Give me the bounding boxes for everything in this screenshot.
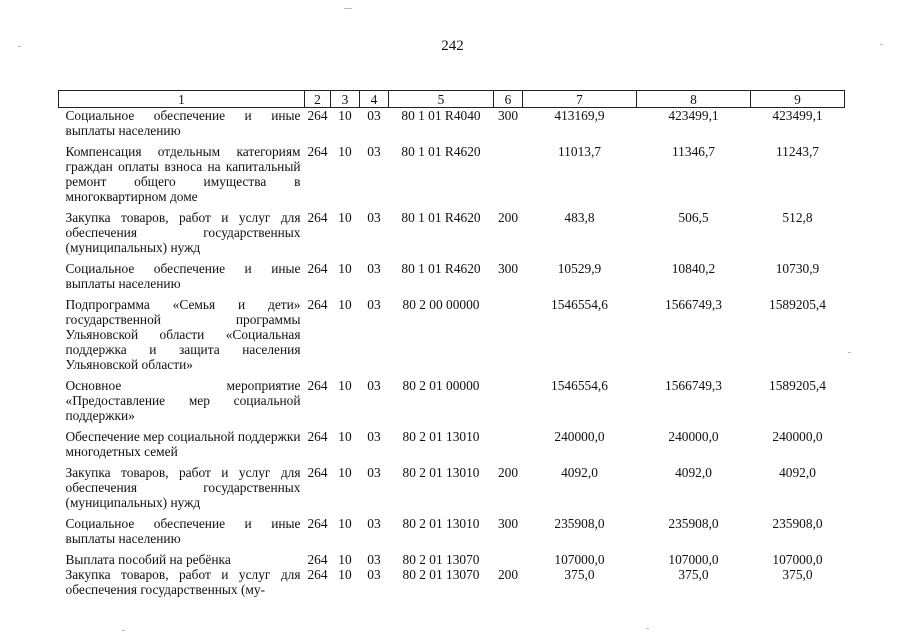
expense-type-code [494, 138, 523, 204]
subsection-code: 03 [367, 552, 381, 567]
subsection-code: 03 [367, 210, 381, 225]
target-article-code: 80 2 01 13070 [402, 567, 480, 582]
column-header: 2 [305, 91, 331, 108]
item-name: Социальное обеспечение и иные выплаты населению [65, 108, 301, 138]
table-row [59, 423, 845, 459]
ministry-code: 264 [307, 261, 328, 276]
scan-speck [880, 44, 883, 45]
column-header: 3 [331, 91, 360, 108]
table-row [59, 459, 845, 510]
subsection-code: 03 [367, 261, 381, 276]
expense-type-code [494, 546, 523, 567]
amount-col-9: 375,0 [782, 567, 813, 582]
amount-col-8: 11346,7 [671, 144, 716, 159]
amount-col-7: 1546554,6 [551, 378, 608, 393]
expense-type-code: 300 [497, 516, 519, 531]
table-row [59, 108, 845, 139]
item-name: Социальное обеспечение и иные выплаты населению [65, 516, 301, 546]
table-row [59, 546, 845, 567]
subsection-code: 03 [367, 144, 381, 159]
target-article-code: 80 1 01 R4040 [401, 108, 481, 123]
amount-col-7: 107000,0 [554, 552, 605, 567]
ministry-code: 264 [307, 144, 328, 159]
amount-col-8: 423499,1 [668, 108, 719, 123]
expense-type-code [494, 423, 523, 459]
scan-speck [18, 46, 21, 47]
item-name: Закупка товаров, работ и услуг для обеспечения государственных (муниципальных) нужд [65, 210, 301, 255]
subsection-code: 03 [367, 516, 381, 531]
amount-col-9: 423499,1 [772, 108, 823, 123]
scan-speck [646, 628, 649, 629]
amount-col-9: 1589205,4 [769, 297, 826, 312]
expense-type-code: 300 [497, 261, 519, 276]
column-header: 1 [59, 91, 305, 108]
amount-col-8: 506,5 [678, 210, 709, 225]
amount-col-9: 240000,0 [772, 429, 823, 444]
scan-speck [344, 8, 352, 9]
section-code: 10 [338, 108, 352, 123]
item-name: Основное мероприятие «Предоставление мер социальной поддержки» [65, 378, 301, 423]
column-header: 4 [360, 91, 389, 108]
amount-col-9: 4092,0 [779, 465, 816, 480]
item-name: Закупка товаров, работ и услуг для обеспечения государственных (му- [65, 567, 301, 597]
ministry-code: 264 [307, 516, 328, 531]
amount-col-7: 10529,9 [557, 261, 602, 276]
amount-col-9: 11243,7 [775, 144, 820, 159]
item-name: Социальное обеспечение и иные выплаты населению [65, 261, 301, 291]
section-code: 10 [338, 567, 352, 582]
amount-col-8: 107000,0 [668, 552, 719, 567]
subsection-code: 03 [367, 429, 381, 444]
item-name: Обеспечение мер социальной поддержки многодетных семей [65, 429, 301, 459]
scan-speck [122, 630, 125, 631]
amount-col-8: 1566749,3 [665, 378, 722, 393]
amount-col-9: 107000,0 [772, 552, 823, 567]
amount-col-8: 1566749,3 [665, 297, 722, 312]
section-code: 10 [338, 465, 352, 480]
expense-type-code [494, 291, 523, 372]
target-article-code: 80 2 01 00000 [402, 378, 480, 393]
column-header: 8 [637, 91, 751, 108]
amount-col-7: 235908,0 [554, 516, 605, 531]
table-row [59, 138, 845, 204]
target-article-code: 80 1 01 R4620 [401, 261, 481, 276]
section-code: 10 [338, 429, 352, 444]
expense-type-code [494, 372, 523, 423]
expense-type-code: 200 [497, 210, 519, 225]
amount-col-8: 235908,0 [668, 516, 719, 531]
amount-col-7: 375,0 [564, 567, 595, 582]
table-row [59, 372, 845, 423]
target-article-code: 80 2 01 13010 [402, 516, 480, 531]
ministry-code: 264 [307, 210, 328, 225]
amount-col-9: 10730,9 [775, 261, 820, 276]
table-row [59, 204, 845, 255]
amount-col-9: 512,8 [782, 210, 813, 225]
budget-table [58, 90, 845, 597]
item-name: Компенсация отдельным категориям граждан оплаты взноса на капитальный ремонт общего имущества в многоквартирном доме [65, 144, 301, 204]
table-row [59, 567, 845, 597]
scan-speck [848, 352, 851, 353]
section-code: 10 [338, 144, 352, 159]
ministry-code: 264 [307, 429, 328, 444]
amount-col-7: 483,8 [564, 210, 595, 225]
subsection-code: 03 [367, 465, 381, 480]
target-article-code: 80 2 00 00000 [402, 297, 480, 312]
ministry-code: 264 [307, 378, 328, 393]
item-name: Выплата пособий на ребёнка [65, 552, 231, 567]
subsection-code: 03 [367, 108, 381, 123]
column-header: 6 [494, 91, 523, 108]
amount-col-7: 1546554,6 [551, 297, 608, 312]
expense-type-code: 200 [497, 465, 519, 480]
section-code: 10 [338, 552, 352, 567]
section-code: 10 [338, 378, 352, 393]
subsection-code: 03 [367, 567, 381, 582]
subsection-code: 03 [367, 378, 381, 393]
column-header: 9 [751, 91, 845, 108]
amount-col-7: 4092,0 [561, 465, 598, 480]
amount-col-7: 413169,9 [554, 108, 605, 123]
target-article-code: 80 1 01 R4620 [401, 144, 481, 159]
ministry-code: 264 [307, 465, 328, 480]
amount-col-8: 4092,0 [675, 465, 712, 480]
header-row [59, 91, 845, 108]
target-article-code: 80 2 01 13010 [402, 465, 480, 480]
column-header: 7 [523, 91, 637, 108]
item-name: Закупка товаров, работ и услуг для обеспечения государственных (муниципальных) нужд [65, 465, 301, 510]
target-article-code: 80 1 01 R4620 [401, 210, 481, 225]
table-row [59, 255, 845, 291]
section-code: 10 [338, 261, 352, 276]
column-header: 5 [389, 91, 494, 108]
amount-col-7: 240000,0 [554, 429, 605, 444]
expense-type-code: 300 [497, 108, 519, 123]
amount-col-7: 11013,7 [557, 144, 602, 159]
target-article-code: 80 2 01 13070 [402, 552, 480, 567]
expense-type-code: 200 [497, 567, 519, 582]
amount-col-9: 1589205,4 [769, 378, 826, 393]
ministry-code: 264 [307, 552, 328, 567]
amount-col-9: 235908,0 [772, 516, 823, 531]
table-row [59, 291, 845, 372]
ministry-code: 264 [307, 297, 328, 312]
ministry-code: 264 [307, 108, 328, 123]
table-row [59, 510, 845, 546]
amount-col-8: 240000,0 [668, 429, 719, 444]
amount-col-8: 10840,2 [671, 261, 716, 276]
item-name: Подпрограмма «Семья и дети» государственной программы Ульяновской области «Социальная поддержка и защита населения Ульяновской области» [65, 297, 301, 372]
ministry-code: 264 [307, 567, 328, 582]
subsection-code: 03 [367, 297, 381, 312]
section-code: 10 [338, 297, 352, 312]
target-article-code: 80 2 01 13010 [402, 429, 480, 444]
amount-col-8: 375,0 [678, 567, 709, 582]
section-code: 10 [338, 210, 352, 225]
section-code: 10 [338, 516, 352, 531]
page-number: 242 [441, 38, 464, 54]
